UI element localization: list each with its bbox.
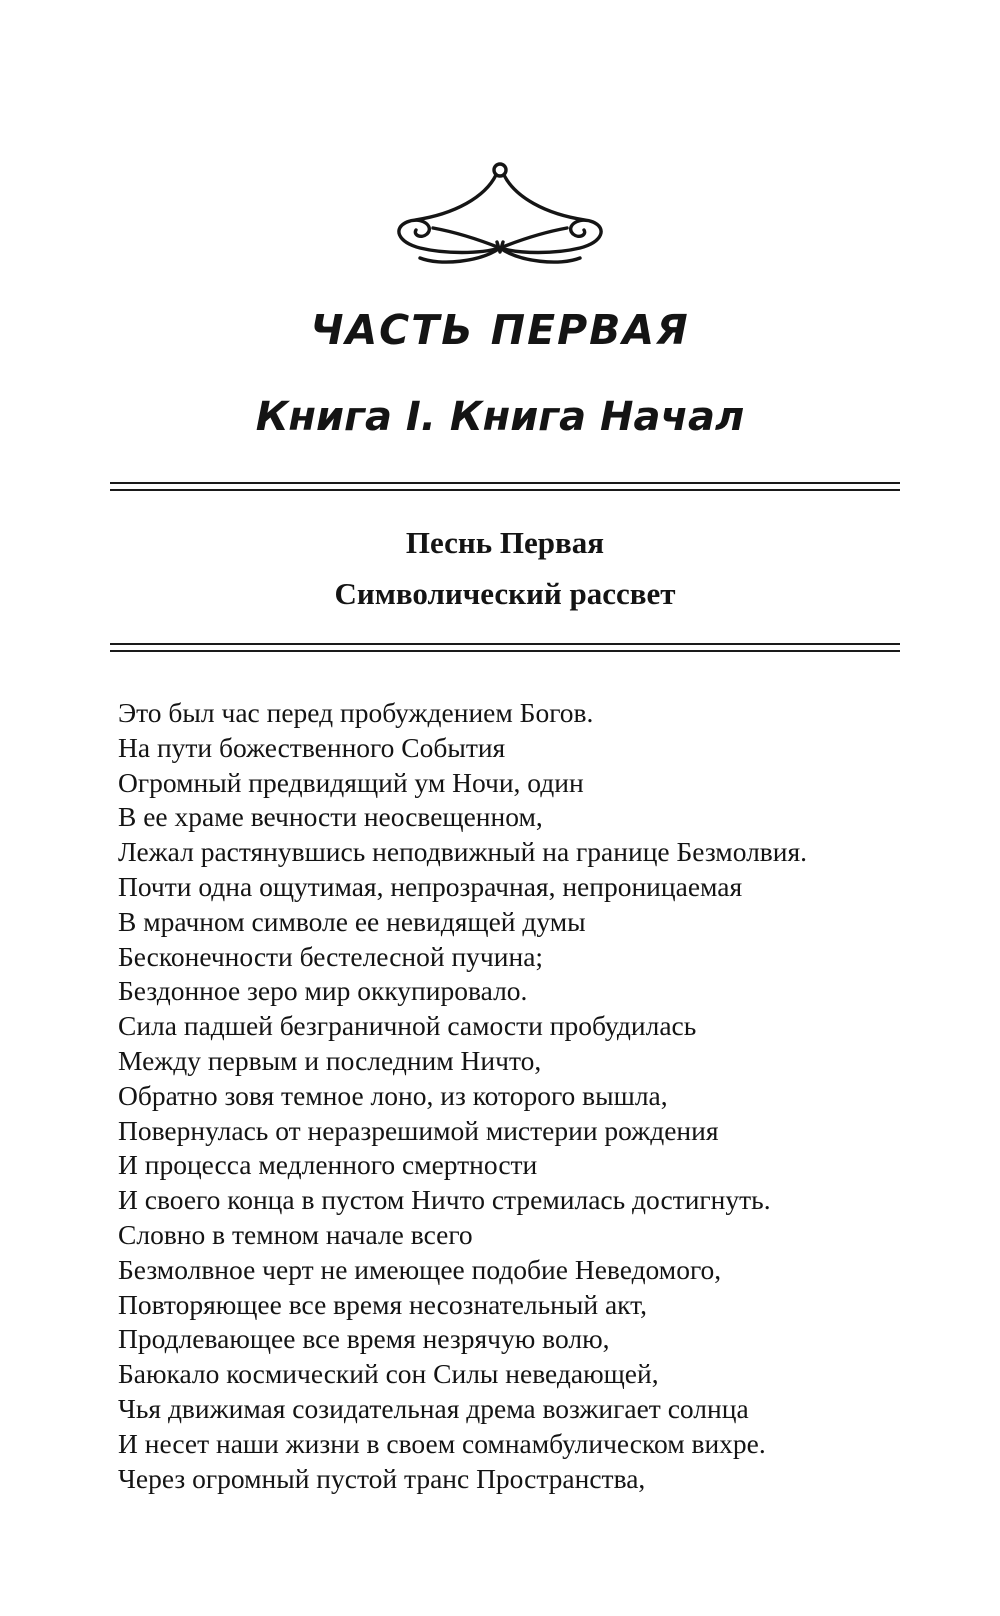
poem-line: И своего конца в пустом Ничто стремилась достигнуть. (118, 1184, 771, 1216)
poem-line: Почти одна ощутимая, непрозрачная, непроницаемая (118, 870, 743, 902)
poem-line: Баюкало космический сон Силы неведающей, (118, 1358, 659, 1390)
poem-line: Повернулась от неразрешимой мистерии рождения (118, 1114, 719, 1146)
poem-text (118, 696, 978, 1496)
bottom-divider-line (110, 650, 900, 652)
poem-line: Бездонное зеро мир оккупировало. (118, 975, 528, 1007)
poem-line: Это был час перед пробуждением Богов. (118, 697, 594, 728)
poem-line: Словно в темном начале всего (118, 1218, 473, 1250)
book-title: Книга I. Книга Начал (255, 394, 745, 440)
poem-line: Повторяющее все время несознательный акт, (118, 1288, 647, 1320)
poem-line: Лежал растянувшись неподвижный на границе Безмолвия. (118, 836, 808, 868)
poem-line: И процесса медленного смертности (118, 1149, 538, 1181)
poem-line: И несет наши жизни в своем сомнамбулическом вихре. (118, 1427, 766, 1459)
poem-line: Продлевающее все время незрячую волю, (118, 1323, 610, 1355)
poem-line: На пути божественного События (118, 731, 506, 763)
top-divider-line (110, 482, 900, 484)
canto-title: Песнь Первая (405, 525, 605, 560)
poem-line: Бесконечности бестелесной пучина; (118, 940, 544, 972)
canto-subtitle: Символический рассвет (334, 576, 676, 611)
top-divider-line (110, 489, 900, 491)
part-title: ЧАСТЬ ПЕРВАЯ (310, 306, 690, 354)
poem-line: Через огромный пустой транс Пространства, (118, 1462, 646, 1494)
poem-line: Безмолвное черт не имеющее подобие Неведомого, (118, 1253, 722, 1285)
poem-line: Огромный предвидящий ум Ночи, один (118, 766, 584, 798)
flourish-ornament-icon (385, 162, 615, 272)
poem-line: Между первым и последним Ничто, (118, 1044, 542, 1076)
poem-line: Сила падшей безграничной самости пробудилась (118, 1010, 697, 1042)
poem-line: В ее храме вечности неосвещенном, (118, 801, 543, 833)
poem-line: В мрачном символе ее невидящей думы (118, 905, 586, 937)
bottom-divider-line (110, 643, 900, 645)
poem-line: Чья движимая созидательная дрема возжигает солнца (118, 1392, 749, 1424)
poem-line: Обратно зовя темное лоно, из которого вышла, (118, 1079, 668, 1111)
